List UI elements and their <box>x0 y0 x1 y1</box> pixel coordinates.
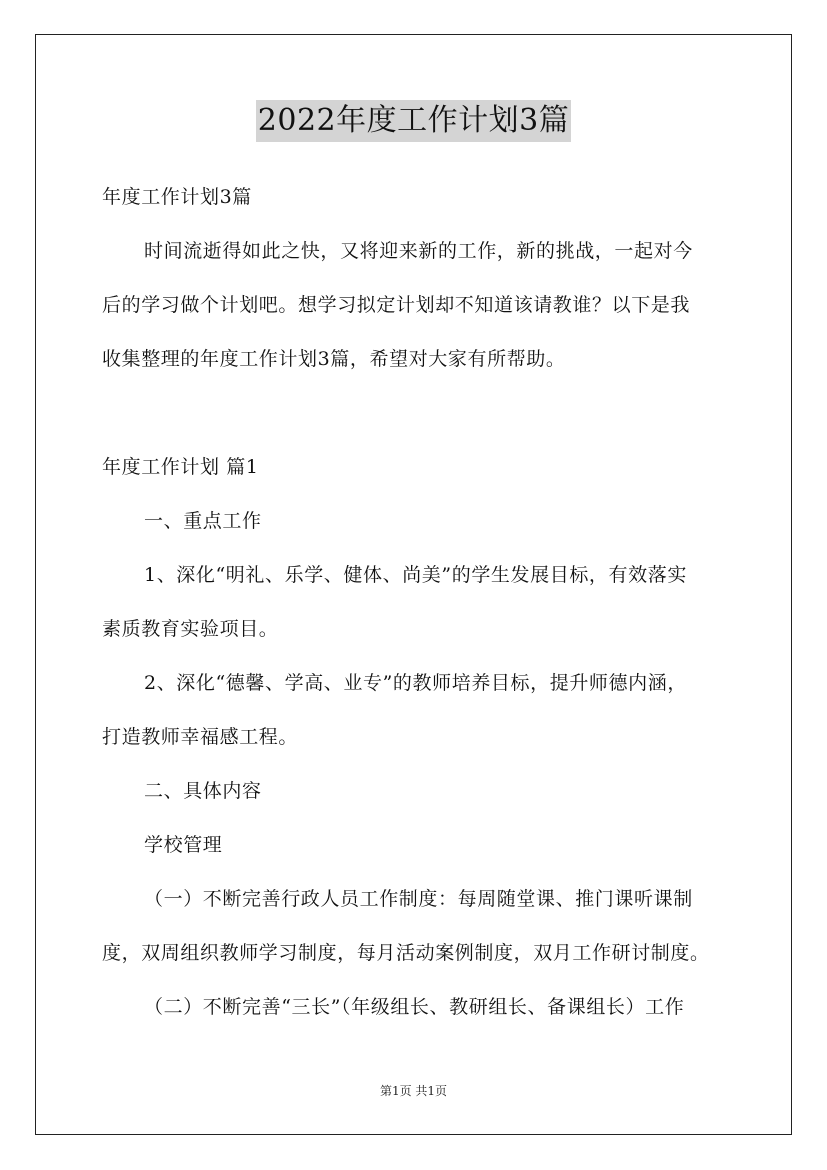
item2-line-1: 2、深化“德馨、学高、业专”的教师培养目标，提升师德内涵， <box>144 672 687 694</box>
intro-line-3: 收集整理的年度工作计划3篇，希望对大家有所帮助。 <box>102 348 566 370</box>
heading-school-management: 学校管理 <box>144 834 223 856</box>
intro-line-1: 时间流逝得如此之快，又将迎来新的工作，新的挑战，一起对今 <box>144 240 693 262</box>
document-subtitle: 年度工作计划3篇 <box>102 186 252 208</box>
title-container <box>0 100 827 142</box>
item1-line-1: 1、深化“明礼、乐学、健体、尚美”的学生发展目标，有效落实 <box>144 564 687 586</box>
section-heading: 年度工作计划 篇1 <box>102 456 259 478</box>
document-title: 2022年度工作计划3篇 <box>256 100 571 142</box>
heading-details: 二、具体内容 <box>144 780 262 802</box>
para1-line-2: 度，双周组织教师学习制度，每月活动案例制度，双月工作研讨制度。 <box>102 942 710 964</box>
item1-line-2: 素质教育实验项目。 <box>102 618 279 640</box>
blank-line <box>102 386 742 440</box>
heading-key-work: 一、重点工作 <box>144 510 262 532</box>
page-footer: 第1页 共1页 <box>379 1084 448 1098</box>
item2-line-2: 打造教师幸福感工程。 <box>102 726 299 748</box>
para1-line-1: （一）不断完善行政人员工作制度：每周随堂课、推门课听课制 <box>144 888 693 910</box>
document-body <box>102 170 742 1034</box>
para2-line-1: （二）不断完善“三长”（年级组长、教研组长、备课组长）工作 <box>144 996 685 1018</box>
intro-line-2: 后的学习做个计划吧。想学习拟定计划却不知道该请教谁？以下是我 <box>102 294 691 316</box>
